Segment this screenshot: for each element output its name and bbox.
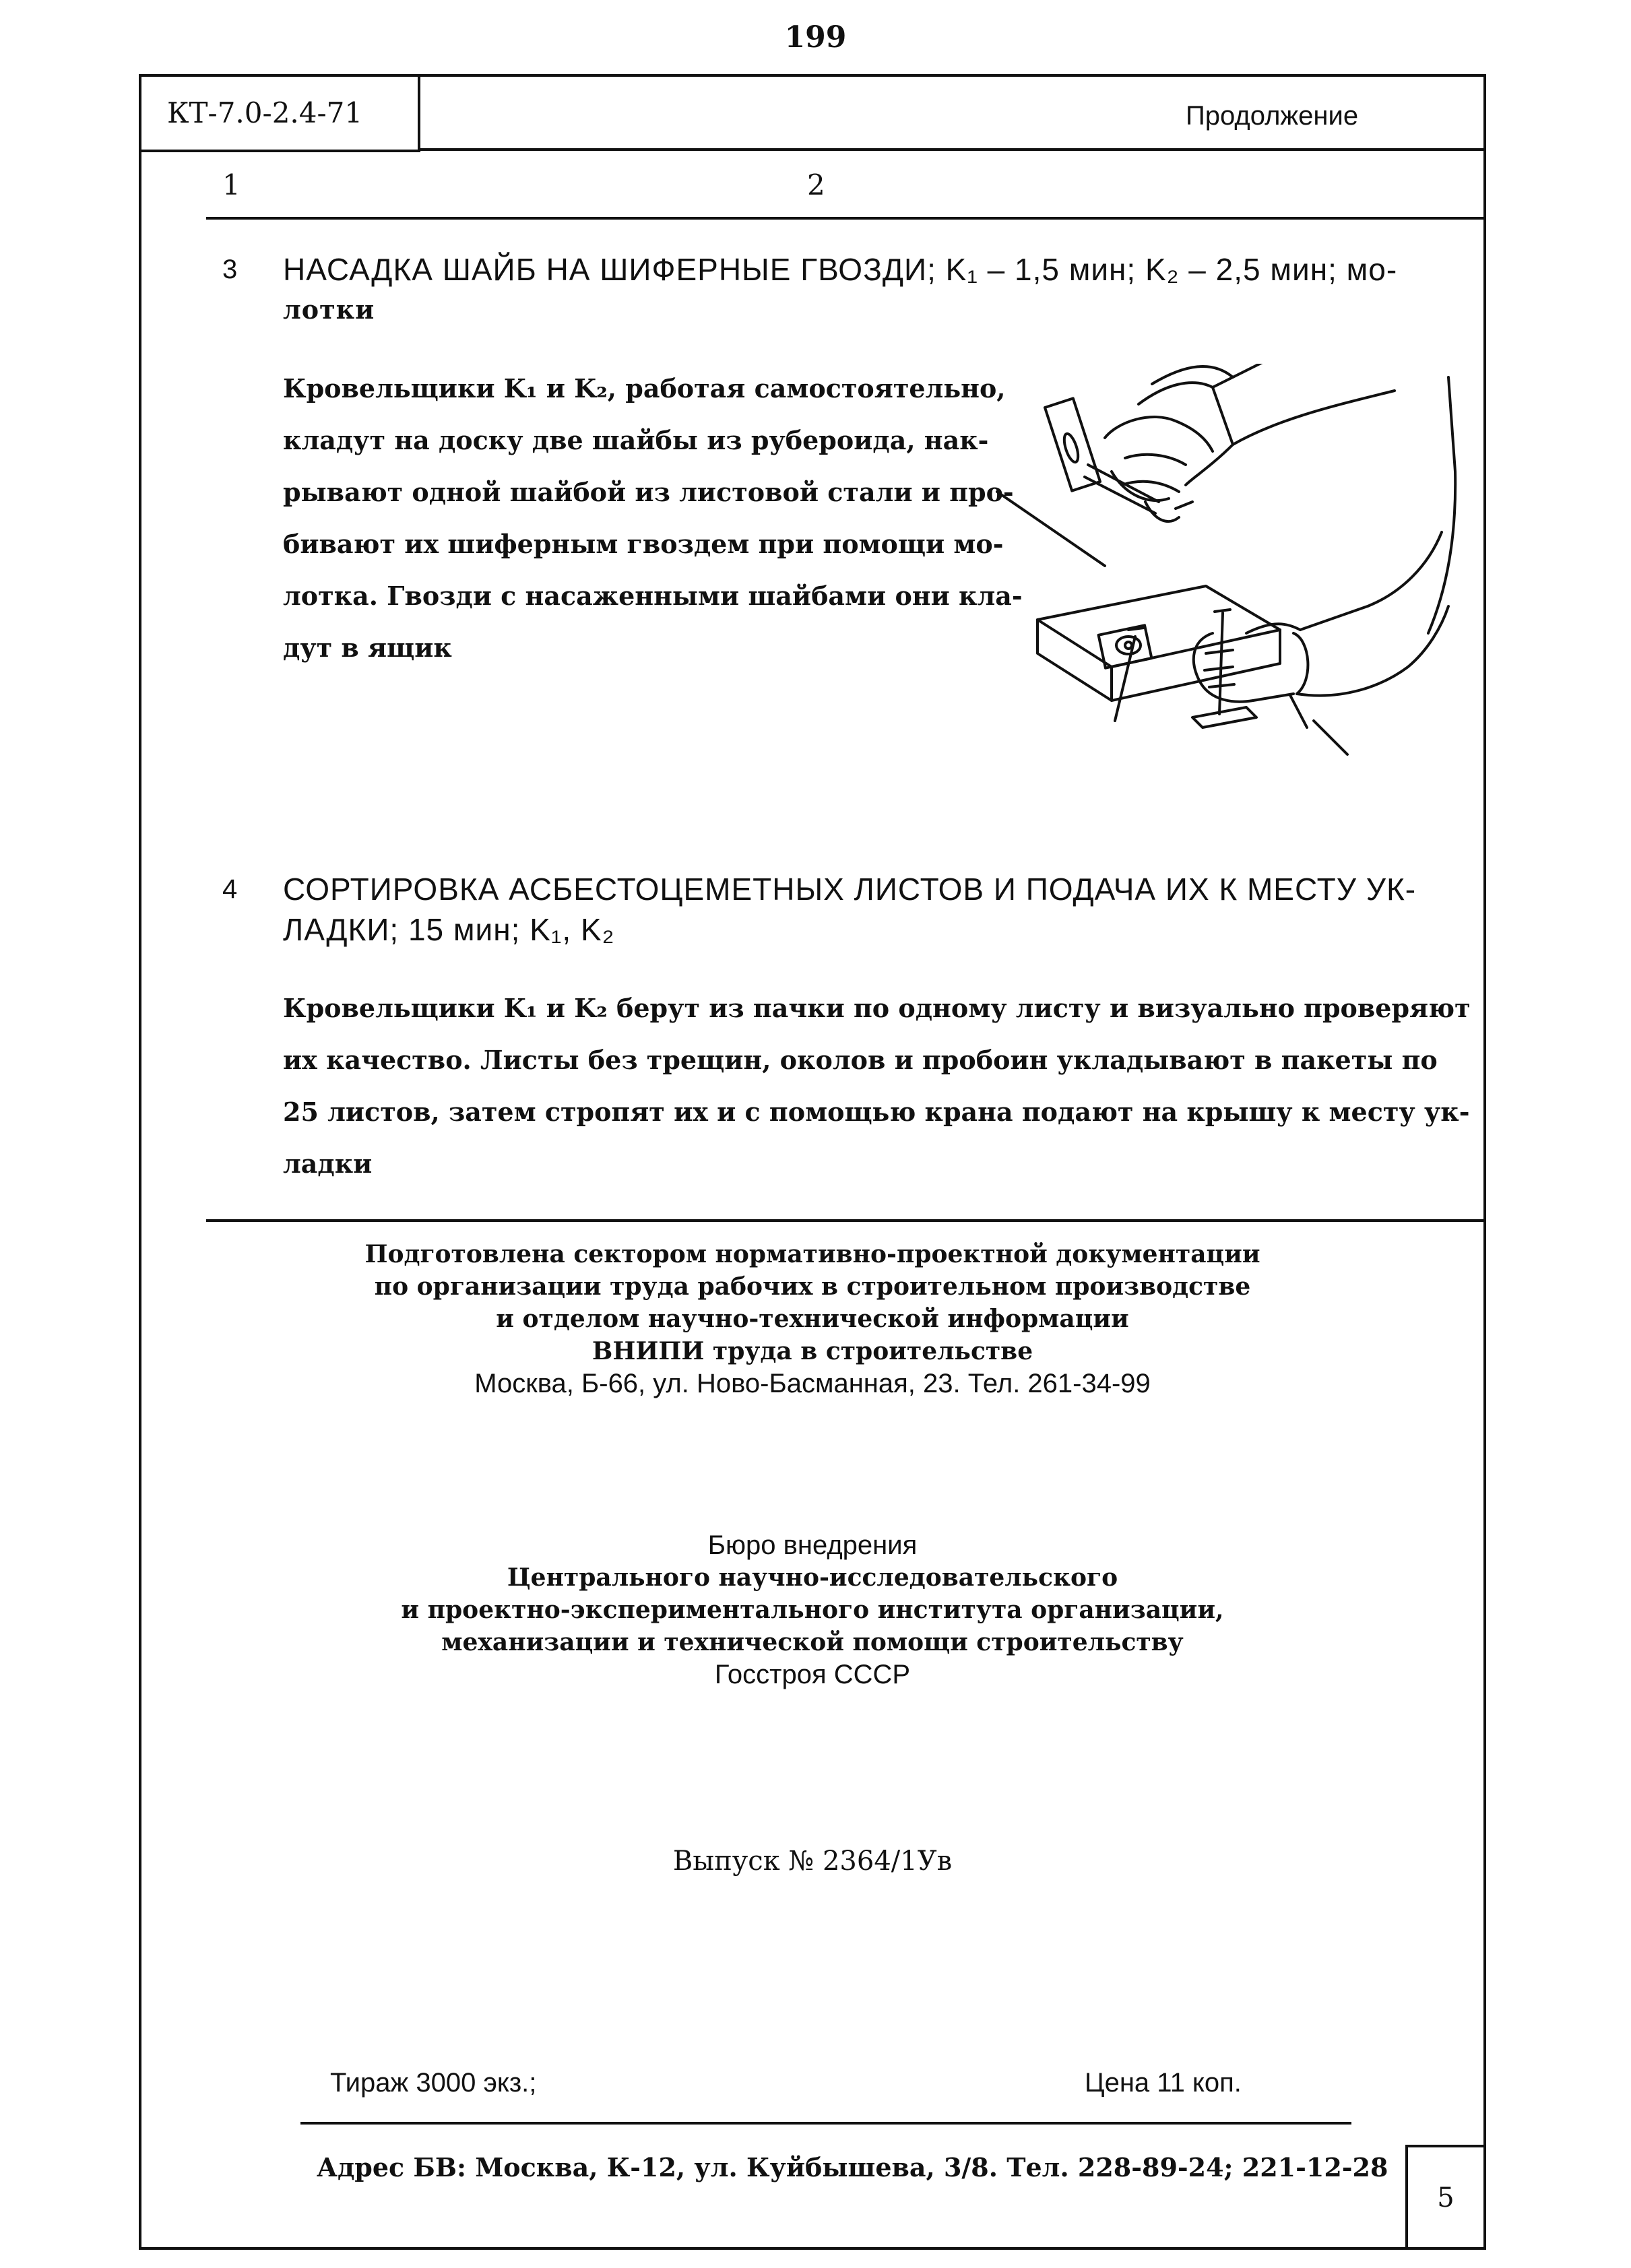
prepared-by-line: Подготовлена сектором нормативно-проектной документации bbox=[364, 1240, 1260, 1268]
description-line: рывают одной шайбой из листовой стали и про- bbox=[283, 477, 1014, 507]
item-description bbox=[283, 982, 1469, 1190]
print-run: Тираж 3000 экз.; bbox=[330, 2068, 537, 2098]
continuation-label: Продолжение bbox=[1186, 101, 1359, 131]
item-number: 3 bbox=[222, 255, 238, 284]
description-line: Кровельщики K₁ и K₂, работая самостоятельно, bbox=[283, 373, 1006, 403]
description-line: бивают их шиферным гвоздем при помощи мо- bbox=[283, 529, 1004, 559]
description-line: ладки bbox=[283, 1148, 373, 1179]
item-description bbox=[283, 362, 1023, 674]
description-line: 25 листов, затем стропят их и с помощью крана подают на крышу к месту ук- bbox=[283, 1097, 1470, 1127]
header-rule bbox=[420, 148, 1486, 151]
bureau-line: механизации и технической помощи строительству bbox=[441, 1628, 1184, 1656]
description-line: их качество. Листы без трещин, околов и пробоин укладывают в пакеты по bbox=[283, 1045, 1438, 1075]
prepared-by-line: ВНИПИ труда в строительстве bbox=[591, 1337, 1033, 1365]
table-bottom-rule bbox=[206, 1219, 1486, 1222]
bureau-line: и проектно-экспериментального института организации, bbox=[401, 1596, 1224, 1624]
bureau-block bbox=[139, 1529, 1486, 1691]
item-title-line: СОРТИРОВКА АСБЕСТОЦЕМЕТНЫХ ЛИСТОВ И ПОДАЧА ИХ К МЕСТУ УК- bbox=[283, 872, 1417, 907]
description-line: Кровельщики K₁ и K₂ берут из пачки по одному листу и визуально проверяют bbox=[283, 993, 1471, 1023]
column-number-1: 1 bbox=[222, 168, 241, 201]
bureau-heading: Бюро внедрения bbox=[707, 1530, 918, 1560]
price: Цена 11 коп. bbox=[1085, 2068, 1242, 2098]
description-line: дут в ящик bbox=[283, 633, 452, 663]
item-title bbox=[283, 869, 1469, 950]
item-title-line: лотки bbox=[283, 294, 375, 325]
hands-hammer-nail-washer-illustration bbox=[990, 364, 1462, 781]
prepared-by-address: Москва, Б-66, ул. Ново-Басманная, 23. Тел. 261-34-99 bbox=[474, 1369, 1151, 1398]
document-code: КТ-7.0-2.4-71 bbox=[139, 74, 420, 152]
release-number: Выпуск № 2364/1Ув bbox=[672, 1846, 953, 1877]
bureau-line: Госстроя СССР bbox=[714, 1660, 911, 1689]
item-number: 4 bbox=[222, 874, 238, 904]
item-title-line: ЛАДКИ; 15 мин; K₁, K₂ bbox=[283, 912, 615, 947]
item-title-line: НАСАДКА ШАЙБ НА ШИФЕРНЫЕ ГВОЗДИ; K₁ – 1,5 мин; K₂ – 2,5 мин; мо- bbox=[283, 252, 1398, 287]
column-number-2: 2 bbox=[807, 168, 825, 201]
prepared-by-line: и отделом научно-технической информации bbox=[496, 1305, 1129, 1333]
description-line: кладут на доску две шайбы из рубероида, нак- bbox=[283, 425, 989, 455]
page-number: 199 bbox=[784, 20, 847, 55]
prepared-by-block bbox=[139, 1238, 1486, 1400]
description-line: лотка. Гвозди с насаженными шайбами они кла- bbox=[283, 581, 1023, 611]
publisher-address: Адрес БВ: Москва, К-12, ул. Куйбышева, 3/8. Тел. 228-89-24; 221-12-28 bbox=[317, 2152, 1388, 2182]
sheet-number: 5 bbox=[1405, 2145, 1486, 2250]
item-title bbox=[283, 249, 1469, 330]
prepared-by-line: по организации труда рабочих в строительном производстве bbox=[374, 1272, 1251, 1301]
column-header-rule bbox=[206, 217, 1486, 220]
footer-rule bbox=[300, 2122, 1351, 2125]
bureau-line: Центрального научно-исследовательского bbox=[507, 1563, 1118, 1592]
